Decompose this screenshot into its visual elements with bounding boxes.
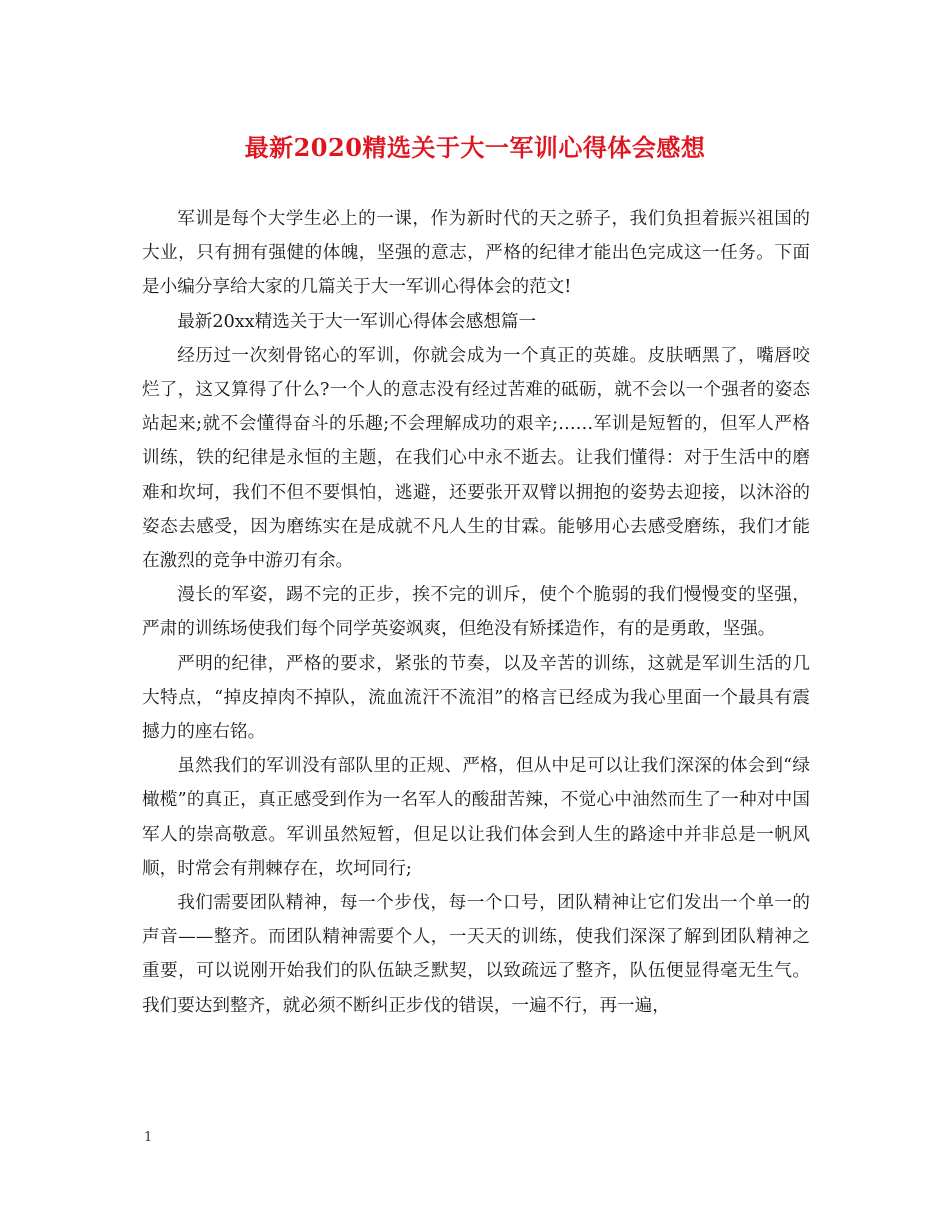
document-body xyxy=(142,202,810,1023)
paragraph: 虽然我们的军训没有部队里的正规、严格，但从中足可以让我们深深的体会到“绿橄榄”的真正，真正感受到作为一名军人的酸甜苦辣，不觉心中油然而生了一种对中国军人的崇高敬意。军训虽然短暂，但足以让我们体会到人生的路途中并非总是一帆风顺，时常会有荆棘存在，坎坷同行; xyxy=(142,756,810,879)
section-heading: 最新20xx精选关于大一军训心得体会感想篇一 xyxy=(177,311,537,332)
document-title: 最新2020精选关于大一军训心得体会感想 xyxy=(244,133,706,162)
paragraph: 经历过一次刻骨铭心的军训，你就会成为一个真正的英雄。皮肤晒黑了，嘴唇咬烂了，这又算得了什么?一个人的意志没有经过苦难的砥砺，就不会以一个强者的姿态站起来;就不会懂得奋斗的乐趣;不会理解成功的艰辛;……军训是短暂的，但军人严格训练，铁的纪律是永恒的主题，在我们心中永不逝去。让我们懂得：对于生活中的磨难和坎坷，我们不但不要惧怕，逃避，还要张开双臂以拥抱的姿势去迎接，以沐浴的姿态去感受，因为磨练实在是成就不凡人生的甘霖。能够用心去感受磨练，我们才能在激烈的竞争中游刃有余。 xyxy=(142,345,810,572)
paragraph: 漫长的军姿，踢不完的正步，挨不完的训斥，使个个脆弱的我们慢慢变的坚强，严肃的训练场使我们每个同学英姿飒爽，但绝没有矫揉造作，有的是勇敢，坚强。 xyxy=(142,585,810,640)
paragraph: 我们需要团队精神，每一个步伐，每一个口号，团队精神让它们发出一个单一的声音——整齐。而团队精神需要个人，一天天的训练，使我们深深了解到团队精神之重要，可以说刚开始我们的队伍缺乏默契，以致疏远了整齐，队伍便显得毫无生气。我们要达到整齐，就必须不断纠正步伐的错误，一遍不行，再一遍， xyxy=(142,893,810,1016)
paragraph: 严明的纪律，严格的要求，紧张的节奏，以及辛苦的训练，这就是军训生活的几大特点，“掉皮掉肉不掉队，流血流汗不流泪”的格言已经成为我心里面一个最具有震撼力的座右铭。 xyxy=(142,653,810,743)
page-number: 1 xyxy=(144,1130,153,1145)
paragraph-intro: 军训是每个大学生必上的一课，作为新时代的天之骄子，我们负担着振兴祖国的大业，只有拥有强健的体魄，坚强的意志，严格的纪律才能出色完成这一任务。下面是小编分享给大家的几篇关于大一军训心得体会的范文! xyxy=(142,209,810,298)
